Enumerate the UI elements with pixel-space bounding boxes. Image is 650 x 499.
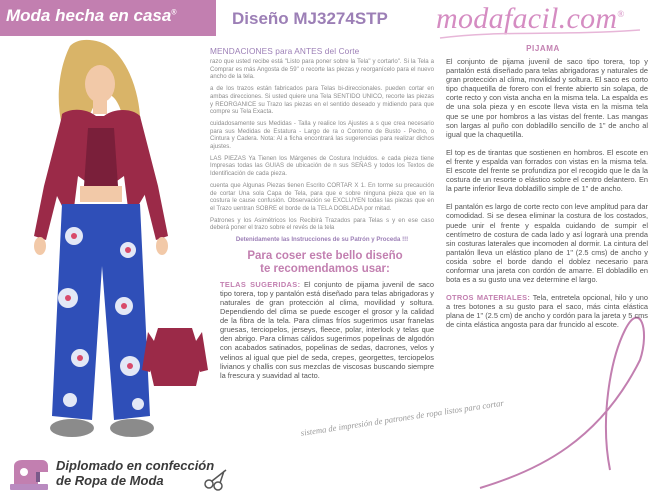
watermark-slogan: sistema de impresión de patrones de ropa listos para cortar [300,397,505,438]
top [84,128,118,186]
other-materials-text: Tela, entretela opcional, hilo y uno a tres botones a su gusto para el saco, más cinta elástica plana de 1" (2.5 cm) de ancho y cordón para la jareta y 5 cms de cinta elástica angosta para dar fruncido al escote. [446,293,648,330]
recommendation-paragraph-2: a de los trazos están fabricados para Telas bi-direccionales. pueden cortar en ambas direcciones. Si usted quiere una Tela SENTIDO UNICO, recorte las piezas y REORGANICE su Trazo las piezas en el sentido deseado y midiendo para que compre su Tela Exacta. [210,85,434,116]
brand-right-text: modafacil.com [436,2,618,35]
recommendations-title: MENDACIONES para ANTES del Corte [210,46,360,56]
recommendation-paragraph-6: Patrones y los Asimétricos los Recibirá Trazados para Telas s y en ese caso deberá poner el trazo sobre el revés de la tela [210,216,434,232]
back-view-jacket [142,328,208,386]
neck [93,100,107,114]
model-figure-svg [0,36,216,456]
brand-right-registered-mark: ® [617,9,625,19]
diploma-badge-text [56,458,214,488]
other-materials-label: OTROS MATERIALES: [446,293,531,303]
suggested-fabrics-text: El conjunto de pijama juvenil de saco tipo torera, top y pantalón está diseñado para telas abrigadoras y naturales de gran protección al clima, movilidad y soltura. Dependiendo del clima se puede escoger el grosor y la calidad de la fibra de la tela. Para climas fríos sugerimos usar franelas gruesas, terciopelos, jerseys, fleece, polar, interlock y telas que den abrigo. Para climas cálidos sugerimos popelinas de algodón con acabados satinados, popelinas de sedas, dacrones, velos y velinos al igual que piel de seda, crepes, georgettes, terciopelos livianos y challis con sus mezclas de viscosas buscando siempre la frescura y suavidad al tacto. [220,279,434,380]
recommendation-paragraph-4: LAS PIEZAS Ya Tienen los Márgenes de Costura Incluidos. e cada pieza tiene Impresas todas las GUIAS de ubicación de n sus SEÑAS y todos los Textos de Identificación de cada pieza. [210,154,434,178]
left-hand [34,237,46,255]
right-hand [156,237,168,255]
brand-left-text: Moda hecha en casa [6,6,172,25]
recommendation-paragraph-3: cuidadosamente sus Medidas - Talla y realice los Ajustes a s que crea necesario para sus Medidas de Estatura - Largo de ra o Contorno de Busto - Pecho, o Cintura y Cadera. Nota: Al a ficha encontrará las sugerencias para realizar dichos ajustes. [210,119,434,151]
scissors-icon [204,468,228,490]
description-column [438,40,648,480]
diploma-badge [8,454,218,494]
right-shoe [110,419,154,437]
brand-left-title [6,6,177,26]
diploma-badge-line-1: Diplomado en confección [56,458,215,473]
brand-right-logo [436,2,625,36]
pijama-title: PIJAMA [526,44,560,53]
recommendations-column [210,42,434,472]
suggested-fabrics-label: TELAS SUGERIDAS: [220,279,301,289]
other-materials [446,293,648,329]
pijama-paragraph-2: El top es de tirantas que sostienen en hombros. El escote en el frente y espalda van forrados con vistas en la misma tela. El escote del frente se profundiza por el recogido que le da la costura de un resorte o elástico sobre el centro delantero. En la parte inferior lleva dobladillo simple de 1" de ancho. [446,147,648,194]
brand-left-registered-mark: ® [171,9,177,17]
recommendation-paragraph-1: razo que usted recibe está "Listo para poner sobre la Tela" y cortarlo". Si la Tela a Comprar es más Angosta de 59" o recorte las piezas y reorganícelo para el nuevo ancho de la tela. [210,58,434,81]
recommend-heading [216,250,434,276]
brand-left-banner [0,0,216,36]
design-code: Diseño MJ3274STP [232,9,388,28]
recommend-heading-line-1: Para coser este bello diseño [247,249,403,262]
face [85,65,115,103]
pijama-paragraph-3: El pantalón es largo de corte recto con leve amplitud para dar comodidad. Si se desea eliminar la costura de los costados, puede unir el frente y espalda cuidando de sumpir el centímetro de costura de cada lado y así lograrà una prenda sin costuras laterales que incomoden al dormir. La cintura del pantalón lleva un elástico plano de 1" (2.5 cms) de ancho y cosida sobre el borde dando el doblez necesario para conformar una jareta con cordón de amarre. El dobladillo en bota es a su gusto una vez determine el largo. [446,202,648,285]
recommend-heading-line-2: te recomendamos usar: [260,262,390,275]
diploma-badge-line-2: de Ropa de Moda [56,473,164,488]
recommendation-paragraph-5: cuenta que Algunas Piezas tienen Escrito CORTAR X 1. En torme su precaución de cortar Una sola Capa de Tela, para que e sobre ninguna pieza que en la costura le cause confusión. Observación se EXCLUYEN todas las piezas que en el Trazo uentran SOBRE el borde de la TELA DOBLADA por mitad. [210,181,434,212]
left-shoe [50,419,94,437]
model-illustration [0,36,216,456]
sewing-machine-icon [8,454,52,494]
suggested-fabrics [220,280,434,380]
pijama-paragraph-1: El conjunto de pijama juvenil de saco tipo torera, top y pantalón está diseñado para telas abrigadoras y naturales de gran protección al clima, movilidad y soltura. El saco es corto tipo chaquetilla de forero con el frente abierto sin solapa, de corte recto y con vista ancha en la misma tela. La espalda es de una sola pieza y en escote lleva vista en la misma tela que se une por hombros a las vistas del frente. Las mangas son largas al puño con dobladillo sencillo de 1" de ancho al igual que la chaquetilla. [446,57,648,139]
waist [80,186,122,202]
recommendation-paragraph-7: Detenidamente las Instrucciones de su Patrón y Proceda !!! [235,236,409,244]
